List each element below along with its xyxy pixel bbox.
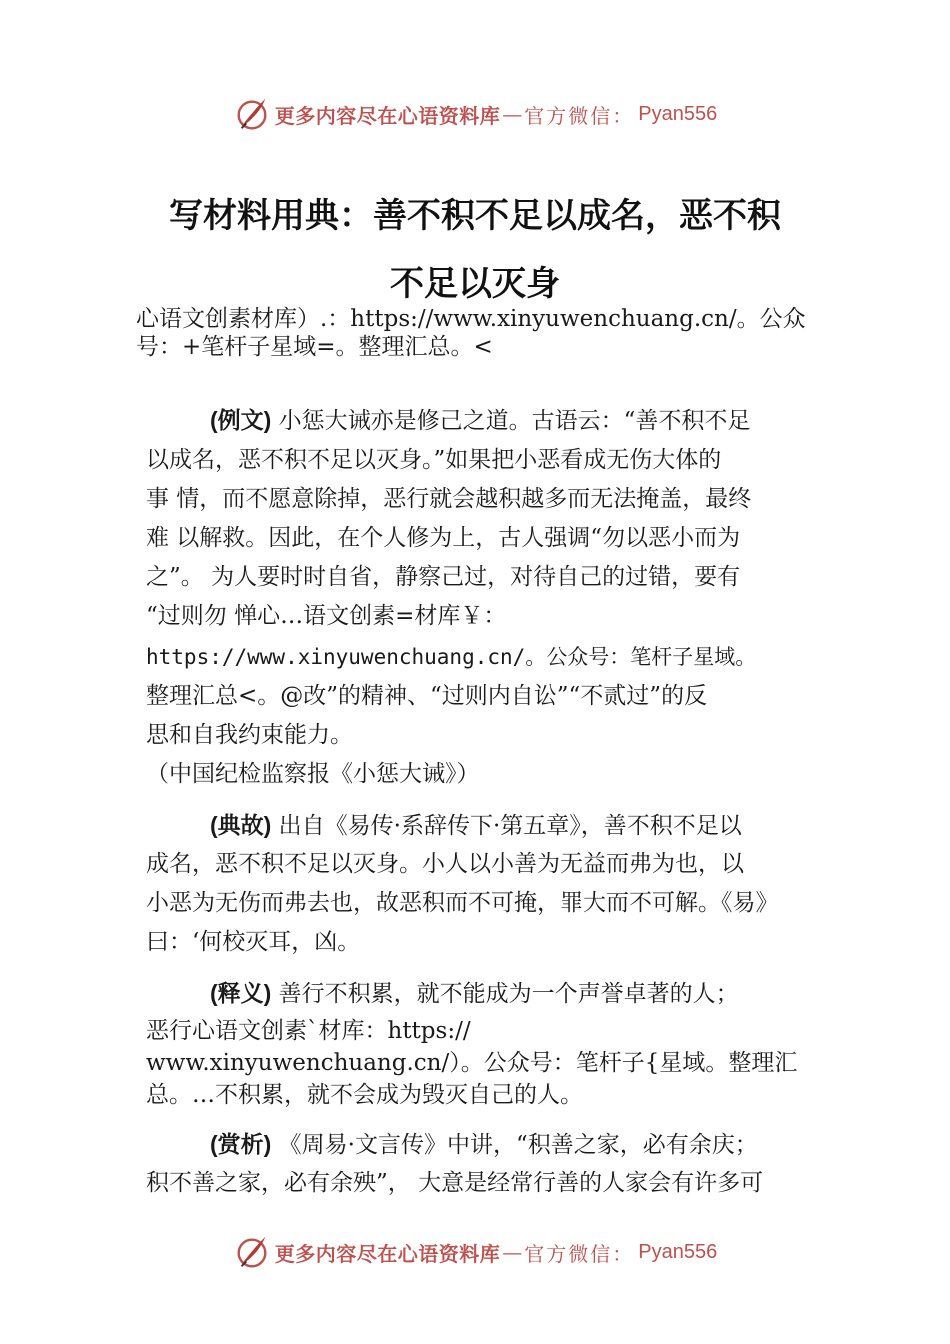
banner-label: 官方微信： xyxy=(524,1241,635,1266)
banner-text: 更多内容尽在心语资料库 xyxy=(274,103,501,128)
footer-banner xyxy=(0,1232,950,1272)
paragraph-line: https://www.xinyuwenchuang.cn/。公众号：笔杆子星域。 xyxy=(146,645,757,669)
citation-line: （中国纪检监察报《小惩大诫》） xyxy=(146,761,480,787)
paragraph-line: 成名，恶不积不足以灭身。小人以小善为无益而弗为也，以 xyxy=(146,851,744,877)
paragraph-line: (释义) 善行不积累，就不能成为一个声誉卓著的人； xyxy=(210,980,739,1007)
page-title-line-1: 写材料用典：善不积不足以成名，恶不积 xyxy=(169,196,781,236)
banner-wechat-id: Pyan556 xyxy=(638,1240,718,1263)
example-tag: (例文) xyxy=(210,407,272,433)
quill-pen-circle-icon xyxy=(233,1233,271,1271)
paragraph-line: 事 情，而不愿意除掉，恶行就会越积越多而无法掩盖，最终 xyxy=(146,486,752,512)
analysis-tag: (赏析) xyxy=(210,1131,272,1157)
paragraph-line: (典故) 出自《易传·系辞传下·第五章》，善不积不足以 xyxy=(210,812,742,839)
banner-wechat-id: Pyan556 xyxy=(638,102,718,125)
paragraph-line: (赏析) 《周易·文言传》中讲，“积善之家，必有余庆； xyxy=(210,1131,758,1158)
paragraph-line: 恶行心语文创素`材库：https:// xyxy=(146,1018,471,1044)
source-line: 号：+笔杆子星域=。整理汇总。< xyxy=(136,334,493,360)
paragraph-line: 以成名，恶不积不足以灭身。”如果把小恶看成无伤大体的 xyxy=(146,447,722,473)
header-banner xyxy=(0,94,950,134)
paragraph-line: (例文) 小惩大诫亦是修己之道。古语云：“善不积不足 xyxy=(210,407,751,434)
paragraph-line: 难 以解救。因此，在个人修为上，古人强调“勿以恶小而为 xyxy=(146,525,741,551)
allusion-tag: (典故) xyxy=(210,812,272,838)
paragraph-line: 思和自我约束能力。 xyxy=(146,722,353,748)
paragraph-line: 曰：‘何校灭耳，凶。 xyxy=(146,929,361,955)
paragraph-line: 总。…不积累，就不会成为毁灭自己的人。 xyxy=(146,1082,583,1108)
source-line: 心语文创素材库）.：https://www.xinyuwenchuang.cn/。公众 xyxy=(136,306,806,332)
banner-label: 官方微信： xyxy=(524,103,635,128)
banner-separator: — xyxy=(502,102,523,126)
banner-text: 更多内容尽在心语资料库 xyxy=(274,1241,501,1266)
page-title-line-2: 不足以灭身 xyxy=(390,264,560,304)
banner-separator: — xyxy=(502,1240,523,1264)
quill-pen-circle-icon xyxy=(233,95,271,133)
paragraph-line: 积不善之家，必有余殃”， 大意是经常行善的人家会有许多可 xyxy=(146,1170,764,1196)
paragraph-line: 整理汇总<。@改”的精神、“过则内自讼”“不贰过”的反 xyxy=(146,683,708,709)
paragraph-line: 之”。 为人要时时自省，静察己过，对待自己的过错，要有 xyxy=(146,564,741,590)
paragraph-line: 小恶为无伤而弗去也，故恶积而不可掩，罪大而不可解。《易》 xyxy=(146,890,779,916)
paragraph-line: “过则勿 惮心…语文创素=材库￥： xyxy=(146,603,507,629)
paragraph-line: www.xinyuwenchuang.cn/）。公众号：笔杆子{星域。整理汇 xyxy=(146,1050,798,1076)
meaning-tag: (释义) xyxy=(210,980,272,1006)
